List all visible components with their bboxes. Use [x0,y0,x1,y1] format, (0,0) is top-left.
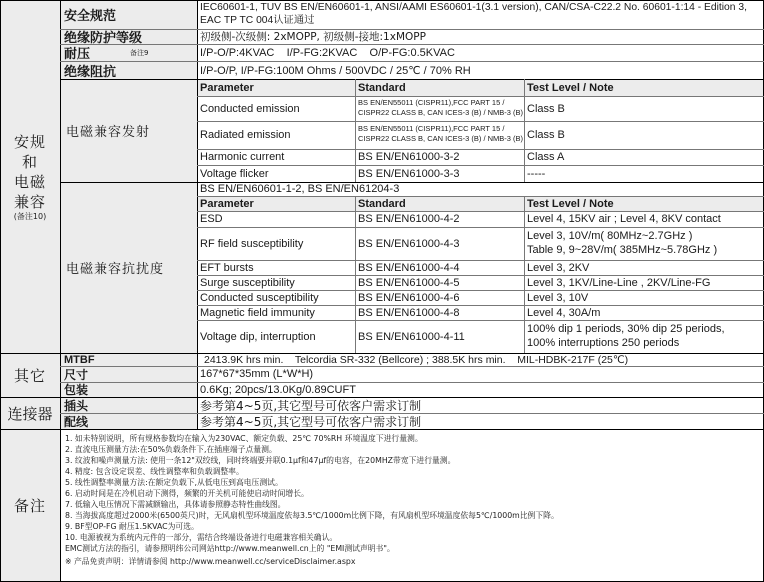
category-line-2: 和 [21,152,38,171]
immunity-level-voltage-dip-line-1: 100% dip 1 periods, 30% dip 25 periods, [527,323,725,335]
immunity-header-parameter: Parameter [200,197,254,210]
safety-standards-value [200,1,762,29]
category-divider [60,0,61,582]
immunity-level-magnetic: Level 4, 30A/m [527,306,601,319]
withstand-label: 耐压 [64,47,91,61]
withstand-note: 备注9 [130,48,149,57]
immunity-param-magnetic: Magnetic field immunity [200,306,315,319]
emission-level-conducted: Class B [527,102,565,115]
column-divider [524,196,525,353]
immunity-level-surge: Level 3, 1KV/Line-Line , 2KV/Line-FG [527,276,711,289]
immunity-param-esd: ESD [200,213,223,225]
note-line-2: 2. 直流电压测量方法:在50%负载条件下,在插座端子点量测。 [65,445,277,454]
note-line-6: 6. 启动时间是在冷机启动下测得，频繁的开关机可能使启动时间增长。 [65,489,309,498]
note-line-7: 7. 低输入电压情况下需减额输出，具体请参照静态特性曲线图。 [65,500,286,509]
row-divider [197,196,764,197]
immunity-param-voltage-dip: Voltage dip, interruption [200,330,316,343]
immunity-standard-magnetic: BS EN/EN61000-4-8 [358,306,460,319]
dimension-value: 167*67*35mm (L*W*H) [200,368,314,380]
row-divider [197,227,764,228]
immunity-intro: BS EN/EN60601-1-2, BS EN/EN61204-3 [200,183,400,195]
row-divider [60,366,764,367]
immunity-param-eft: EFT bursts [200,261,254,274]
column-divider [355,196,356,353]
note-line-8: 8. 当海拔高度超过2000米(6500英尺)时，无风扇机型环境温度依每3.5℃/1000m比例下降，有风扇机型环境温度依每5℃/1000m比例下降。 [65,511,559,520]
row-divider [60,182,764,183]
row-divider [197,305,764,306]
label-divider [197,0,198,429]
immunity-standard-surge: BS EN/EN61000-4-5 [358,276,460,289]
emission-param-harmonic: Harmonic current [200,151,285,163]
note-line-4: 4. 精度: 包含设定误差、线性调整率和负载调整率。 [65,467,244,476]
emission-param-conducted: Conducted emission [200,102,300,115]
wire-label: 配线 [64,414,89,429]
mtbf-value: 2413.9K hrs min. Telcordia SR-332 (Bellcore) ; 388.5K hrs min. MIL-HDBK-217F (25℃) [204,353,629,366]
row-divider [197,121,764,122]
section-divider [0,429,764,430]
immunity-label: 电磁兼容抗扰度 [66,262,165,277]
resistance-value: I/P-O/P, I/P-FG:100M Ohms / 500VDC / 25℃ / 70% RH [200,64,471,77]
immunity-level-rf [527,227,762,260]
row-divider [197,149,764,150]
isolation-value: 初级侧-次级侧: 2xMOPP, 初级侧-接地:1xMOPP [200,31,426,43]
emission-level-flicker: ----- [527,167,546,180]
row-divider [197,260,764,261]
emission-standard-harmonic: BS EN/EN61000-3-2 [358,151,460,163]
emission-standard-radiated-line-2: CISPR22 CLASS B, CAN ICES-3 (B) / NMB-3 (B) [358,134,524,143]
packing-value: 0.6Kg; 20pcs/13.0Kg/0.89CUFT [200,383,356,396]
wire-value: 参考第4~5页,其它型号可依客户需求订制 [200,414,422,429]
section-divider [0,397,764,398]
immunity-param-conducted: Conducted susceptibility [200,291,319,304]
emission-level-radiated: Class B [527,129,565,141]
connector-category: 连接器 [7,404,53,423]
resistance-label: 绝缘阻抗 [64,64,117,79]
safety-standards-label: 安全规范 [64,9,117,24]
emission-label: 电磁兼容发射 [66,125,151,140]
note-line-12: ※ 产品免责声明：详情请参阅 http://www.meanwell.cc/serviceDisclaimer.aspx [65,557,356,566]
mtbf-label: MTBF [64,353,95,366]
safety-standards-line-1: IEC60601-1, TUV BS EN/EN60601-1, ANSI/AAMI ES60601-1(3.1 version), CAN/CSA-C22.2 No. 60601-1:14 - Edition 3, [200,2,747,13]
emission-standard-conducted-line-1: BS EN/EN55011 (CISPR11),FCC PART 15 / [358,98,505,107]
safety-standards-line-2: EAC TP TC 004认证通过 [200,15,315,26]
dimension-label: 尺寸 [64,367,89,382]
category-line-3: 电磁 [13,172,46,191]
immunity-level-voltage-dip-line-2: 100% interruptions 250 periods [527,337,680,349]
note-line-1: 1. 如未特别说明，所有规格参数均在输入为230VAC、额定负载、25℃ 70%RH 环境温度下进行量测。 [65,434,423,443]
immunity-header-level: Test Level / Note [527,197,614,210]
note-line-3: 3. 纹波和噪声测量方法: 使用一条12"双绞线，同时终端要并联0.1μf和47μf的电容，在20MHZ带宽下进行量测。 [65,456,456,465]
emission-standard-conducted [358,96,524,121]
packing-label: 包装 [64,383,89,397]
row-divider [60,29,764,30]
row-divider [197,320,764,321]
immunity-level-rf-line-2: Table 9, 9~28V/m( 385MHz~5.78GHz ) [527,244,718,256]
column-divider [524,79,525,182]
frame-top [0,0,764,1]
isolation-label: 绝缘防护等级 [64,31,143,44]
row-divider [197,290,764,291]
emission-header-parameter: Parameter [200,81,254,94]
category-line-1: 安规 [13,132,46,151]
emission-header-standard: Standard [358,81,406,94]
row-divider [60,44,764,45]
emission-standard-conducted-line-2: CISPR22 CLASS B, CAN ICES-3 (B) / NMB-3 (B) [358,108,524,117]
emission-header-level: Test Level / Note [527,81,614,94]
plug-value: 参考第4~5页,其它型号可依客户需求订制 [200,398,422,413]
immunity-level-voltage-dip [527,320,762,353]
withstand-value: I/P-O/P:4KVAC I/P-FG:2KVAC O/P-FG:0.5KVAC [200,46,455,59]
row-divider [197,96,764,97]
notes-category: 备注 [13,497,46,515]
row-divider [60,79,764,80]
note-line-5: 5. 线性调整率测量方法:在额定负载下,从低电压到高电压测试。 [65,478,283,487]
emission-level-harmonic: Class A [527,151,565,163]
section-divider [0,353,764,354]
immunity-standard-voltage-dip: BS EN/EN61000-4-11 [358,330,465,343]
row-divider [197,275,764,276]
row-divider [197,211,764,212]
emission-param-flicker: Voltage flicker [200,167,269,180]
immunity-level-eft: Level 3, 2KV [527,261,590,274]
emission-standard-radiated-line-1: BS EN/EN55011 (CISPR11),FCC PART 15 / [358,124,505,133]
category-note: (备注10) [13,211,47,221]
immunity-level-rf-line-1: Level 3, 10V/m( 80MHz~2.7GHz ) [527,230,693,242]
category-line-4: 兼容 [13,192,46,211]
immunity-standard-rf: BS EN/EN61000-4-3 [358,237,460,250]
immunity-level-conducted: Level 3, 10V [527,291,589,304]
note-line-11: EMC测试方法的指引，请参照明纬公司网站http://www.meanwell.cn上的 "EMI测试声明书"。 [65,544,395,553]
immunity-standard-conducted: BS EN/EN61000-4-6 [358,291,460,304]
immunity-param-rf: RF field susceptibility [200,237,304,250]
withstand-label-cell [64,44,197,61]
plug-label: 插头 [64,398,89,413]
note-line-10: 10. 电源被视为系统内元件的一部分，需结合终端设备进行电磁兼容相关确认。 [65,533,338,542]
column-divider [355,79,356,182]
immunity-level-esd: Level 4, 15KV air ; Level 4, 8KV contact [527,213,721,225]
row-divider [60,382,764,383]
note-line-9: 9. BF型OP-FG 耐压1.5KVAC为可选。 [65,522,199,531]
frame-left [0,0,1,582]
emission-standard-radiated [358,121,524,149]
safety-emc-category [0,0,60,353]
immunity-param-surge: Surge susceptibility [200,276,295,289]
immunity-standard-esd: BS EN/EN61000-4-2 [358,213,460,225]
emission-param-radiated: Radiated emission [200,129,291,141]
emission-standard-flicker: BS EN/EN61000-3-3 [358,167,460,180]
row-divider [60,61,764,62]
immunity-standard-eft: BS EN/EN61000-4-4 [358,261,460,274]
others-category: 其它 [13,366,46,385]
row-divider [60,413,764,414]
immunity-header-standard: Standard [358,197,406,210]
row-divider [197,165,764,166]
